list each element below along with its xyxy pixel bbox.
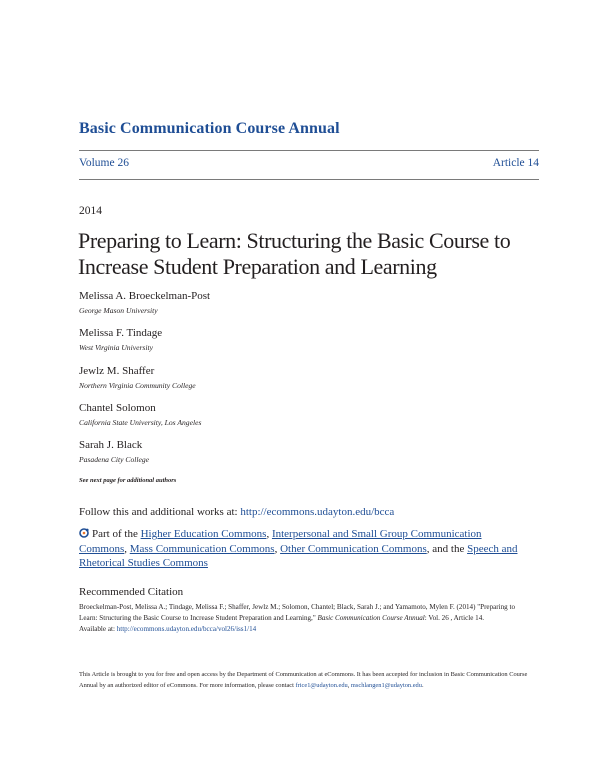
author-affiliation: California State University, Los Angeles — [79, 418, 202, 427]
citation-text: Broeckelman-Post, Melissa A.; Tindage, Melissa F.; Shaffer, Jewlz M.; Solomon, Chantel; Black, Sarah J.; and Yamamoto, Mylen F. (2014) "Preparing to Learn: Structuring the Basic Course to Increase Student Preparation and Learning," — [79, 603, 515, 622]
author-affiliation: George Mason University — [79, 306, 158, 315]
recommended-citation-body — [79, 602, 534, 635]
footer-comma: , — [347, 681, 351, 689]
email-frice1-link[interactable]: frice1@udayton.edu — [295, 681, 348, 689]
separator: , — [274, 542, 281, 555]
email-mschlangen1-link[interactable]: mschlangen1@udayton.edu — [350, 681, 422, 689]
author-name: Chantel Solomon — [79, 402, 156, 414]
higher-education-commons-link[interactable]: Higher Education Commons — [140, 528, 267, 540]
author-name: Jewlz M. Shaffer — [79, 365, 155, 377]
author-name: Melissa F. Tindage — [79, 327, 163, 339]
follow-prefix: Follow this and additional works at: — [79, 506, 241, 518]
other-communication-commons-link[interactable]: Other Communication Commons — [280, 542, 427, 555]
available-prefix: Available at: — [79, 625, 117, 633]
part-of-commons — [79, 527, 519, 571]
author-affiliation: West Virginia University — [79, 343, 153, 352]
citation-url-link[interactable]: http://ecommons.udayton.edu/bcca/vol26/iss1/14 — [116, 625, 257, 633]
citation-journal: Basic Communication Course Annual — [317, 614, 425, 622]
citation-volume: : Vol. 26 , Article 14. — [424, 614, 485, 622]
follow-works-line — [79, 506, 394, 518]
recommended-citation-heading: Recommended Citation — [79, 586, 184, 598]
and-the: , and the — [426, 542, 468, 555]
separator: , — [266, 528, 272, 540]
publication-year: 2014 — [79, 205, 102, 217]
author-name: Melissa A. Broeckelman-Post — [79, 290, 211, 302]
article-link[interactable]: Article 14 — [492, 157, 539, 169]
header-rule-bottom — [79, 179, 539, 180]
footer-end: . — [421, 681, 424, 689]
volume-link[interactable]: Volume 26 — [79, 157, 129, 169]
header-rule-top — [79, 150, 539, 151]
footer-text: This Article is brought to you for free and open access by the Department of Communication at eCommons. It has been accepted for inclusion in Basic Communication Course Annual by an authorized editor of eCommons. For more information, please contact — [79, 671, 528, 689]
network-commons-icon — [79, 528, 89, 538]
see-next-page-note: See next page for additional authors — [79, 477, 177, 484]
footer-notice — [79, 670, 534, 691]
mass-communication-commons-link[interactable]: Mass Communication Commons — [129, 542, 275, 555]
author-affiliation: Pasadena City College — [79, 455, 150, 464]
author-affiliation: Northern Virginia Community College — [79, 381, 196, 390]
part-of-prefix: Part of the — [92, 528, 141, 540]
journal-title[interactable]: Basic Communication Course Annual — [79, 120, 340, 137]
article-title: Preparing to Learn: Structuring the Basic Course to Increase Student Preparation and Learning — [78, 228, 511, 279]
author-name: Sarah J. Black — [79, 439, 143, 451]
separator: , — [124, 542, 130, 555]
ecommons-bcca-link[interactable]: http://ecommons.udayton.edu/bcca — [240, 506, 395, 518]
interpersonal-small-group-commons-link[interactable]: Interpersonal and Small Group Communication Commons — [79, 528, 482, 555]
speech-rhetorical-commons-link[interactable]: Speech and Rhetorical Studies Commons — [79, 542, 518, 569]
